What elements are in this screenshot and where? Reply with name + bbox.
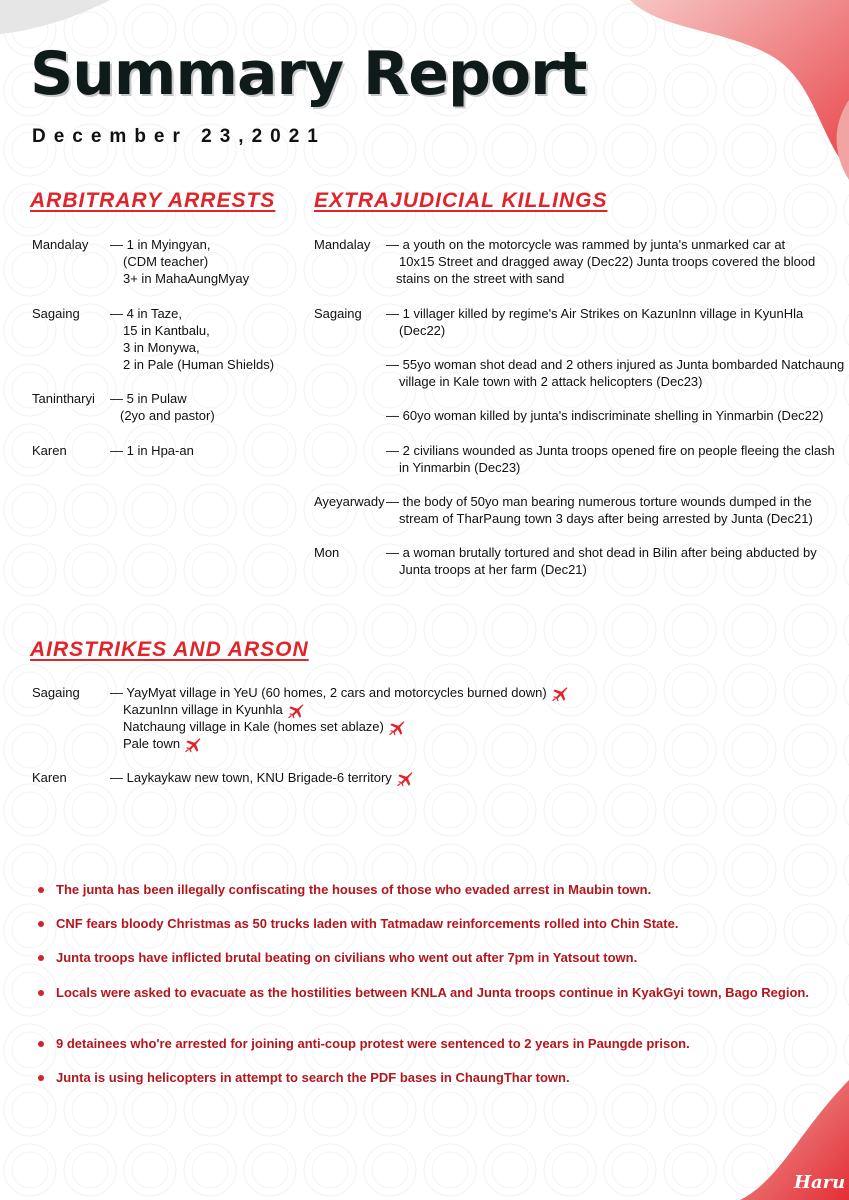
- entry-line: 10x15 Street and dragged away (Dec22) Junta troops covered the blood: [399, 254, 816, 269]
- airplane-icon: [184, 736, 202, 754]
- bullet-dot: [38, 1075, 44, 1081]
- entry-line: — a youth on the motorcycle was rammed by junta's unmarked car at: [386, 237, 786, 252]
- airplane-icon: [551, 685, 569, 703]
- entry-line: 15 in Kantbalu,: [123, 323, 210, 338]
- entry-line: Pale town: [110, 735, 569, 752]
- entry-line: stains on the street with sand: [396, 271, 565, 286]
- page-title: Summary Report: [30, 39, 587, 109]
- entry-line: 3+ in MahaAungMyay: [123, 271, 250, 286]
- entry-line: — the body of 50yo man bearing numerous torture wounds dumped in the: [386, 494, 812, 509]
- entry-line: Natchaung village in Kale (homes set ablaze): [110, 718, 569, 735]
- region-label: Sagaing: [32, 306, 80, 321]
- region-label: Sagaing: [32, 685, 80, 700]
- entry-line: — 60yo woman killed by junta's indiscriminate shelling in Yinmarbin (Dec22): [386, 408, 824, 423]
- entry-line: (Dec22): [399, 323, 446, 338]
- entry-line: (2yo and pastor): [120, 408, 215, 423]
- entry-line: — 2 civilians wounded as Junta troops opened fire on people fleeing the clash: [386, 443, 835, 458]
- airplane-icon: [396, 770, 414, 788]
- bullet-dot: [38, 990, 44, 996]
- region-label: Mon: [314, 545, 340, 560]
- news-item: Junta is using helicopters in attempt to search the PDF bases in ChaungThar town.: [38, 1069, 816, 1086]
- region-label: Ayeyarwady: [314, 494, 385, 509]
- bullet-dot: [38, 921, 44, 927]
- airplane-icon: [388, 719, 406, 737]
- entry-line: (CDM teacher): [123, 254, 209, 269]
- entry-line: — 4 in Taze,: [110, 306, 183, 321]
- entry-line: — 1 in Hpa-an: [110, 443, 194, 458]
- killings-heading: EXTRAJUDICIAL KILLINGS: [314, 189, 608, 212]
- news-item: Junta troops have inflicted brutal beating on civilians who went out after 7pm in Yatsout town.: [38, 949, 816, 966]
- entry-line: KazunInn village in Kyunhla: [110, 701, 569, 718]
- bullet-dot: [38, 1041, 44, 1047]
- entry-line: village in Kale town with 2 attack helicopters (Dec23): [399, 374, 703, 389]
- region-label: Sagaing: [314, 306, 362, 321]
- report-date: December 23,2021: [32, 126, 326, 147]
- region-label: Mandalay: [32, 237, 89, 252]
- entry-line: — 55yo woman shot dead and 2 others injured as Junta bombarded Natchaung: [386, 357, 845, 372]
- entry-line: — 5 in Pulaw: [110, 391, 187, 406]
- entry-line: 3 in Monywa,: [123, 340, 200, 355]
- news-item: 9 detainees who're arrested for joining anti-coup protest were sentenced to 2 years in Paungde prison.: [38, 1035, 816, 1052]
- entry-line: — YayMyat village in YeU (60 homes, 2 cars and motorcycles burned down): [110, 684, 569, 701]
- news-item: CNF fears bloody Christmas as 50 trucks laden with Tatmadaw reinforcements rolled into Chin State.: [38, 915, 816, 932]
- news-item: The junta has been illegally confiscating the houses of those who evaded arrest in Maubin town.: [38, 881, 816, 898]
- region-label: Karen: [32, 443, 67, 458]
- region-label: Tanintharyi: [32, 391, 95, 406]
- entry-line: stream of TharPaung town 3 days after being arrested by Junta (Dec21): [399, 511, 813, 526]
- entry-line: — Laykaykaw new town, KNU Brigade-6 territory: [110, 769, 414, 786]
- region-label: Karen: [32, 770, 67, 785]
- airstrikes-heading: AIRSTRIKES AND ARSON: [30, 638, 309, 661]
- entry-line: — 1 villager killed by regime's Air Strikes on KazunInn village in KyunHla: [386, 306, 804, 321]
- entry-line: in Yinmarbin (Dec23): [399, 460, 521, 475]
- bullet-dot: [38, 955, 44, 961]
- entry-line: Junta troops at her farm (Dec21): [399, 562, 587, 577]
- entry-line: — a woman brutally tortured and shot dead in Bilin after being abducted by: [386, 545, 817, 560]
- news-item: Locals were asked to evacuate as the hostilities between KNLA and Junta troops continue in KyakGyi town, Bago Region.: [38, 984, 816, 1001]
- entry-line: 2 in Pale (Human Shields): [123, 357, 275, 372]
- arrests-heading: ARBITRARY ARRESTS: [30, 189, 276, 212]
- entry-line: — 1 in Myingyan,: [110, 237, 211, 252]
- region-label: Mandalay: [314, 237, 371, 252]
- bullet-dot: [38, 887, 44, 893]
- signature: Haru: [794, 1172, 846, 1193]
